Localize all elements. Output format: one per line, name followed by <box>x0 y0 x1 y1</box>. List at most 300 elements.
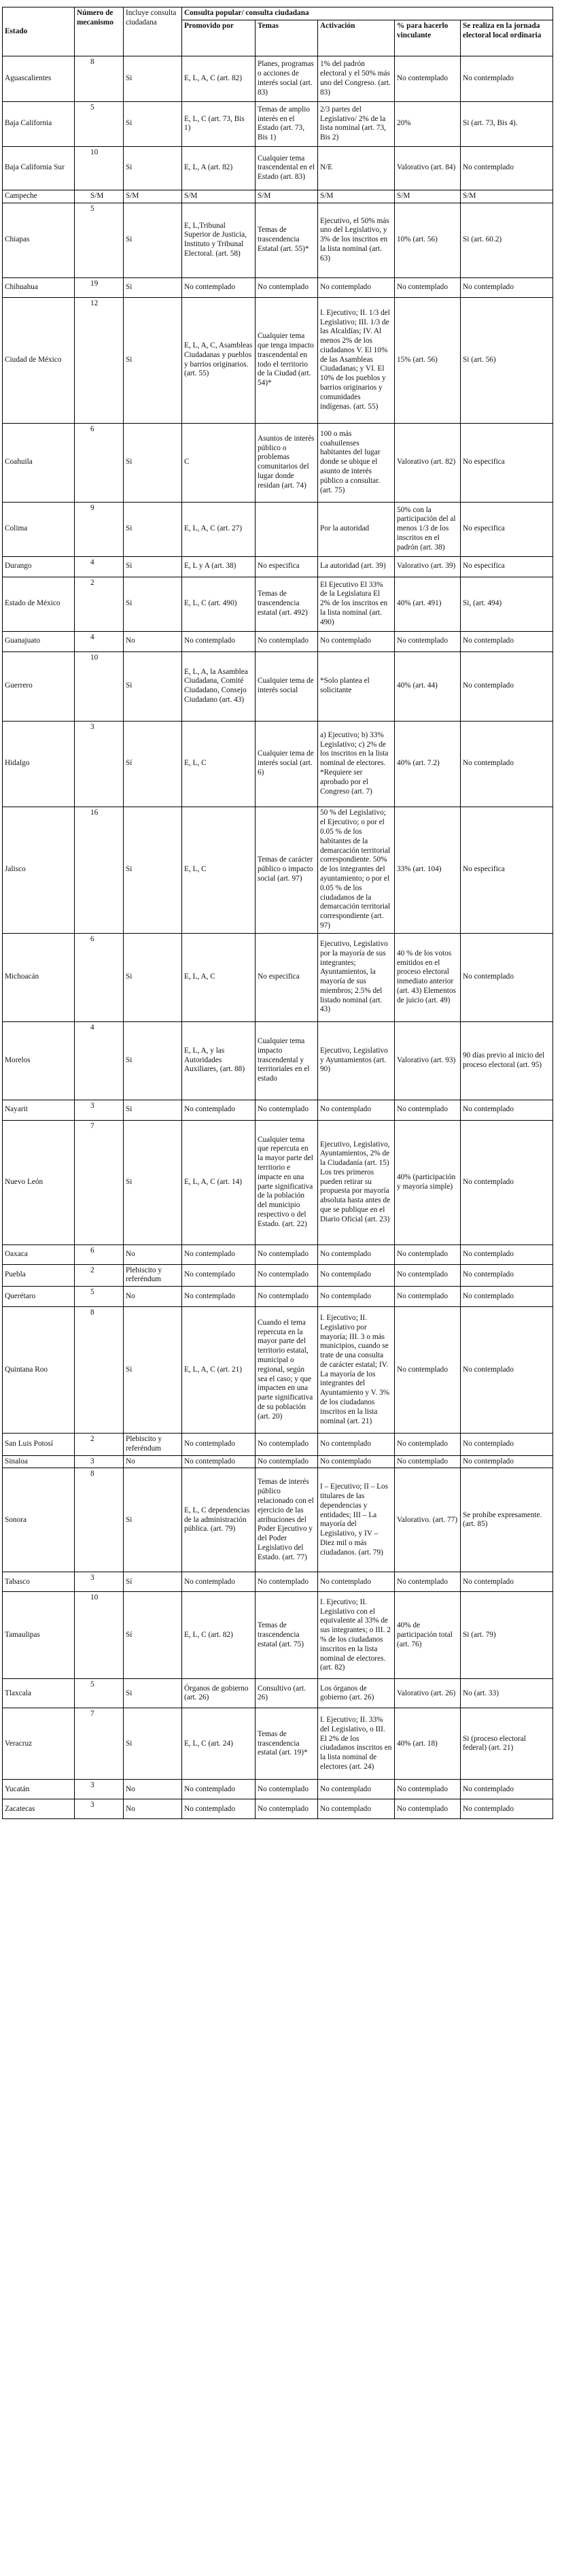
cell-temas: No contemplado <box>256 631 318 651</box>
table-row <box>3 721 553 807</box>
cell-temas: Planes, programas o acciones de interés social (art. 83) <box>256 56 318 101</box>
cell-temas: Cualquier tema que repercuta en la mayor parte del territorio e impacte en una parte significativa de la población del municipio respectivo o del Estado. (art. 22) <box>256 1120 318 1244</box>
cell-numero-value: 3 <box>90 1574 94 1582</box>
table-row <box>3 1100 553 1120</box>
header-numero: Número de mecanismo <box>75 7 124 56</box>
cell-estado: Guerrero <box>3 651 75 721</box>
cell-porcentaje: 15% (art. 56) <box>395 297 461 423</box>
cell-numero-value: 10 <box>90 653 99 662</box>
cell-numero-value: 8 <box>90 1308 94 1317</box>
cell-numero-value: 12 <box>90 299 99 307</box>
cell-activacion: El Ejecutivo El 33% de la Legislatura El 2% de los inscritos en la lista nominal (art. 490) <box>318 577 395 631</box>
cell-promovido: E, L, A, la Asamblea Ciudadana, Comité Ciudadano, Consejo Ciudadano (art. 43) <box>182 651 256 721</box>
cell-porcentaje: 40 % de los votos emitidos en el proceso electoral inmediato anterior (art. 43) Elementos de juicio (art. 49) <box>395 933 461 1021</box>
cell-activacion: S/M <box>318 190 395 203</box>
cell-jornada: No contemplado <box>461 1244 553 1264</box>
cell-incluye: Si <box>124 933 182 1021</box>
cell-activacion: No contemplado <box>318 1100 395 1120</box>
cell-numero <box>75 1780 124 1799</box>
cell-jornada: Si (art. 56) <box>461 297 553 423</box>
cell-estado: Sinaloa <box>3 1455 75 1468</box>
cell-numero <box>75 1100 124 1120</box>
cell-numero-value: 4 <box>90 558 94 566</box>
table-row <box>3 1120 553 1244</box>
cell-activacion: No contemplado <box>318 1572 395 1592</box>
cell-incluye: Si <box>124 1100 182 1120</box>
cell-porcentaje: 10% (art. 56) <box>395 203 461 277</box>
cell-temas: No contemplado <box>256 1264 318 1287</box>
cell-promovido: No contemplado <box>182 1799 256 1819</box>
cell-temas: Temas de interés público relacionado con el ejercicio de las atribuciones del Poder Ejecutivo y del Poder Legislativo del Estado. (art. 77) <box>256 1468 318 1572</box>
cell-temas: Temas de trascendencia estatal (art. 492) <box>256 577 318 631</box>
cell-numero <box>75 1021 124 1100</box>
cell-jornada: No especifica <box>461 423 553 502</box>
cell-estado: Durango <box>3 556 75 577</box>
cell-jornada: Se prohíbe expresamente. (art. 85) <box>461 1468 553 1572</box>
cell-incluye: Si <box>124 807 182 933</box>
cell-jornada: No contemplado <box>461 277 553 297</box>
cell-estado: Puebla <box>3 1264 75 1287</box>
table-row <box>3 101 553 146</box>
cell-activacion: Por la autoridad <box>318 502 395 556</box>
cell-promovido: C <box>182 423 256 502</box>
header-row-top <box>3 7 553 20</box>
cell-estado: Michoacán <box>3 933 75 1021</box>
cell-estado: Nuevo León <box>3 1120 75 1244</box>
cell-activacion: I. Ejecutivo; II. Legislativo por mayoría; III. 3 o más municipios, cuando se trate de una consulta de carácter estatal; IV. La mayoría de los integrantes del Ayuntamiento y V. 3% de los ciudadanos inscritos en la lista nominal (art. 21) <box>318 1307 395 1434</box>
cell-activacion: Ejecutivo, Legislativo, Ayuntamientos, 2% de la Ciudadanía (art. 15) Los tres primeros pueden retirar su propuesta por mayoría absoluta hasta antes de que se publique en el Diario Oficial (art. 23) <box>318 1120 395 1244</box>
table-row <box>3 1780 553 1799</box>
cell-promovido: E, L, A, C, Asambleas Ciudadanas y pueblos y barrios originarios. (art. 55) <box>182 297 256 423</box>
cell-estado: Chihuahua <box>3 277 75 297</box>
cell-temas: Cualquier tema trascendental en el Estado (art. 83) <box>256 146 318 190</box>
table-row <box>3 807 553 933</box>
cell-porcentaje: No contemplado <box>395 1455 461 1468</box>
cell-numero-value: 7 <box>90 1710 94 1718</box>
cell-temas: Cualquier tema de interés social (art. 6) <box>256 721 318 807</box>
cell-numero <box>75 933 124 1021</box>
cell-jornada: No (art. 33) <box>461 1679 553 1708</box>
cell-promovido: No contemplado <box>182 1100 256 1120</box>
cell-numero-value: 2 <box>90 1435 94 1444</box>
cell-numero <box>75 1468 124 1572</box>
cell-numero <box>75 651 124 721</box>
cell-porcentaje: Valorativo. (art. 77) <box>395 1468 461 1572</box>
consulta-popular-table <box>2 7 553 1819</box>
cell-estado: Tabasco <box>3 1572 75 1592</box>
cell-incluye: Si <box>124 1468 182 1572</box>
cell-porcentaje: 40% (art. 18) <box>395 1708 461 1780</box>
cell-porcentaje: Valorativo (art. 93) <box>395 1021 461 1100</box>
cell-incluye: No <box>124 1799 182 1819</box>
cell-numero-value: 6 <box>90 1246 94 1255</box>
cell-incluye: Si <box>124 1120 182 1244</box>
cell-promovido: E, L, C (art. 73, Bis 1) <box>182 101 256 146</box>
cell-estado: Quintana Roo <box>3 1307 75 1434</box>
cell-estado: Oaxaca <box>3 1244 75 1264</box>
cell-jornada: No contemplado <box>461 631 553 651</box>
cell-numero-value: 3 <box>90 1101 94 1110</box>
cell-porcentaje: No contemplado <box>395 1307 461 1434</box>
cell-numero <box>75 1592 124 1679</box>
cell-activacion: La autoridad (art. 39) <box>318 556 395 577</box>
header-activacion: Activación <box>318 20 395 56</box>
cell-temas: No contemplado <box>256 1455 318 1468</box>
cell-estado: Zacatecas <box>3 1799 75 1819</box>
cell-porcentaje: Valorativo (art. 26) <box>395 1679 461 1708</box>
table-row <box>3 1307 553 1434</box>
cell-numero <box>75 203 124 277</box>
table-row <box>3 651 553 721</box>
cell-porcentaje: No contemplado <box>395 631 461 651</box>
cell-numero <box>75 423 124 502</box>
cell-jornada: No contemplado <box>461 651 553 721</box>
header-temas: Temas <box>256 20 318 56</box>
cell-porcentaje: No contemplado <box>395 1100 461 1120</box>
cell-porcentaje: 40% de participación total (art. 76) <box>395 1592 461 1679</box>
cell-estado: Chiapas <box>3 203 75 277</box>
cell-numero <box>75 1264 124 1287</box>
cell-incluye: No <box>124 1455 182 1468</box>
cell-activacion: No contemplado <box>318 1780 395 1799</box>
cell-temas: S/M <box>256 190 318 203</box>
cell-jornada: No contemplado <box>461 146 553 190</box>
cell-numero <box>75 1287 124 1307</box>
cell-numero-value: S/M <box>90 191 104 200</box>
cell-numero-value: 5 <box>90 204 94 213</box>
cell-porcentaje: 20% <box>395 101 461 146</box>
cell-temas: Temas de amplio interés en el Estado (art. 73, Bis 1) <box>256 101 318 146</box>
cell-temas: No contemplado <box>256 1572 318 1592</box>
header-estado: Estado <box>3 7 75 56</box>
cell-jornada: No contemplado <box>461 1780 553 1799</box>
table-row <box>3 1592 553 1679</box>
cell-estado: Guanajuato <box>3 631 75 651</box>
cell-promovido: Órganos de gobierno (art. 26) <box>182 1679 256 1708</box>
table-row <box>3 1455 553 1468</box>
cell-jornada: No contemplado <box>461 1100 553 1120</box>
cell-porcentaje: No contemplado <box>395 1287 461 1307</box>
table-row <box>3 146 553 190</box>
cell-porcentaje: Valorativo (art. 39) <box>395 556 461 577</box>
cell-activacion: Ejecutivo, el 50% más uno del Legislativo, y 3% de los inscritos en la lista nominal (art. 63) <box>318 203 395 277</box>
cell-numero <box>75 101 124 146</box>
header-promovido: Promovido por <box>182 20 256 56</box>
table-row <box>3 1572 553 1592</box>
cell-estado: San Luis Potosí <box>3 1434 75 1456</box>
cell-promovido: E, L, C <box>182 807 256 933</box>
cell-activacion: Ejecutivo, Legislativo y Ayuntamientos (art. 90) <box>318 1021 395 1100</box>
cell-estado: Baja California <box>3 101 75 146</box>
table-body <box>3 56 553 1819</box>
cell-numero <box>75 721 124 807</box>
cell-activacion: 50 % del Legislativo; el Ejecutivo; o por el 0.05 % de los habitantes de la demarcación territorial correspondiente. 50% de los integrantes del ayuntamiento; o por el 0.05 % de los ciudadanos de la demarcación territorial correspondiente (art. 97) <box>318 807 395 933</box>
cell-numero-value: 16 <box>90 808 99 817</box>
cell-incluye: S/M <box>124 190 182 203</box>
cell-porcentaje: Valorativo (art. 84) <box>395 146 461 190</box>
cell-temas: No contemplado <box>256 1799 318 1819</box>
cell-jornada: No contemplado <box>461 721 553 807</box>
header-porcentaje: % para hacerlo vinculante <box>395 20 461 56</box>
header-incluye: Incluye consulta ciudadana <box>124 7 182 56</box>
cell-porcentaje: 40% (art. 7.2) <box>395 721 461 807</box>
cell-numero <box>75 502 124 556</box>
cell-activacion: I – Ejecutivo; II – Los titulares de las dependencias y entidades; III – La mayoría del Legislativo, y IV – Diez mil o más ciudadanos. (art. 79) <box>318 1468 395 1572</box>
cell-porcentaje: No contemplado <box>395 56 461 101</box>
cell-numero-value: 8 <box>90 1470 94 1478</box>
cell-jornada: S/M <box>461 190 553 203</box>
cell-porcentaje: No contemplado <box>395 277 461 297</box>
cell-activacion: I. Ejecutivo; II. 33% del Legislativo, o III. El 2% de los ciudadanos inscritos en la lista nominal de electores (art. 24) <box>318 1708 395 1780</box>
cell-porcentaje: 33% (art. 104) <box>395 807 461 933</box>
cell-promovido: No contemplado <box>182 1780 256 1799</box>
cell-promovido: No contemplado <box>182 1455 256 1468</box>
cell-numero-value: 7 <box>90 1121 94 1130</box>
cell-numero-value: 3 <box>90 1781 94 1790</box>
cell-numero-value: 5 <box>90 1288 94 1297</box>
cell-numero-value: 2 <box>90 1266 94 1274</box>
cell-promovido: E, L, C (art. 490) <box>182 577 256 631</box>
cell-porcentaje: No contemplado <box>395 1264 461 1287</box>
cell-promovido: No contemplado <box>182 277 256 297</box>
cell-incluye: Si <box>124 297 182 423</box>
cell-temas: Cualquier tema impacto trascendental y territoriales en el estado <box>256 1021 318 1100</box>
cell-jornada: Si (art. 60.2) <box>461 203 553 277</box>
cell-incluye: No <box>124 1780 182 1799</box>
cell-numero <box>75 556 124 577</box>
cell-temas: Consultivo (art. 26) <box>256 1679 318 1708</box>
cell-incluye: Sí <box>124 721 182 807</box>
cell-activacion: I. Ejecutivo; II. 1/3 del Legislativo; III. 1/3 de las Alcaldías; IV. Al menos 2% de los ciudadanos V. El 10% de las Asambleas Ciudadanas; y VI. El 10% de los pueblos y barrios originarios y comunidades indígenas. (art. 55) <box>318 297 395 423</box>
cell-jornada: No contemplado <box>461 1572 553 1592</box>
cell-porcentaje: 50% con la participación del al menos 1/3 de los inscritos en el padrón (art. 38) <box>395 502 461 556</box>
cell-estado: Colima <box>3 502 75 556</box>
cell-numero <box>75 631 124 651</box>
cell-numero <box>75 807 124 933</box>
cell-temas: Temas de trascendencia Estatal (art. 55)* <box>256 203 318 277</box>
cell-numero-value: 5 <box>90 103 94 112</box>
cell-estado: Veracruz <box>3 1708 75 1780</box>
cell-incluye: Plebiscito y referéndum <box>124 1264 182 1287</box>
cell-jornada: No especifica <box>461 556 553 577</box>
cell-numero-value: 3 <box>90 1457 94 1465</box>
cell-jornada: No especifica <box>461 502 553 556</box>
cell-promovido: E, L, C dependencias de la administración pública. (art. 79) <box>182 1468 256 1572</box>
cell-incluye: Si <box>124 146 182 190</box>
table-row <box>3 1264 553 1287</box>
cell-incluye: No <box>124 1244 182 1264</box>
cell-estado: Baja California Sur <box>3 146 75 190</box>
table-row <box>3 1468 553 1572</box>
table-row <box>3 423 553 502</box>
cell-estado: Sonora <box>3 1468 75 1572</box>
cell-numero <box>75 1455 124 1468</box>
cell-temas: No especifica <box>256 933 318 1021</box>
cell-numero <box>75 1708 124 1780</box>
cell-numero <box>75 190 124 203</box>
cell-porcentaje: No contemplado <box>395 1780 461 1799</box>
cell-porcentaje: Valorativo (art. 82) <box>395 423 461 502</box>
cell-activacion: 100 o más coahuilenses habitantes del lugar donde se ubique el asunto de interés público a consultar. (art. 75) <box>318 423 395 502</box>
cell-activacion: No contemplado <box>318 631 395 651</box>
cell-promovido: No contemplado <box>182 631 256 651</box>
cell-activacion: No contemplado <box>318 1287 395 1307</box>
cell-activacion: 2/3 partes del Legislativo/ 2% de la lista nominal (art. 73, Bis 2) <box>318 101 395 146</box>
cell-numero-value: 19 <box>90 279 99 288</box>
cell-incluye: Si <box>124 1708 182 1780</box>
table-row <box>3 502 553 556</box>
cell-porcentaje: 40% (art. 491) <box>395 577 461 631</box>
cell-temas: No contemplado <box>256 1100 318 1120</box>
cell-promovido: E, L, A, y las Autoridades Auxiliares, (art. 88) <box>182 1021 256 1100</box>
cell-jornada: No contemplado <box>461 933 553 1021</box>
table-row <box>3 190 553 203</box>
cell-promovido: E, L, C (art. 82) <box>182 1592 256 1679</box>
cell-numero <box>75 146 124 190</box>
cell-numero <box>75 1244 124 1264</box>
cell-numero-value: 2 <box>90 578 94 587</box>
cell-promovido: E, L, C <box>182 721 256 807</box>
cell-estado: Aguascalientes <box>3 56 75 101</box>
cell-activacion: No contemplado <box>318 1799 395 1819</box>
cell-numero <box>75 277 124 297</box>
cell-incluye: Si <box>124 651 182 721</box>
cell-porcentaje: S/M <box>395 190 461 203</box>
table-row <box>3 1708 553 1780</box>
cell-incluye: Si <box>124 502 182 556</box>
cell-activacion: No contemplado <box>318 1455 395 1468</box>
cell-jornada: No contemplado <box>461 1799 553 1819</box>
cell-numero-value: 10 <box>90 148 99 156</box>
cell-activacion: *Solo plantea el solicitante <box>318 651 395 721</box>
cell-promovido: No contemplado <box>182 1287 256 1307</box>
cell-promovido: E, L, A, C (art. 21) <box>182 1307 256 1434</box>
cell-activacion: N/E <box>318 146 395 190</box>
cell-activacion: 1% del padrón electoral y el 50% más uno del Congreso. (art. 83) <box>318 56 395 101</box>
cell-estado: Hidalgo <box>3 721 75 807</box>
cell-numero-value: 4 <box>90 1023 94 1032</box>
cell-porcentaje: 40% (participación y mayoría simple) <box>395 1120 461 1244</box>
table-row <box>3 577 553 631</box>
cell-porcentaje: No contemplado <box>395 1799 461 1819</box>
cell-temas: No contemplado <box>256 1244 318 1264</box>
cell-activacion: I. Ejecutivo; II. Legislativo con el equivalente al 33% de sus integrantes; o III. 2 % de los ciudadanos inscritos en la lista nominal de electores. (art. 82) <box>318 1592 395 1679</box>
cell-numero-value: 8 <box>90 57 94 66</box>
table-row <box>3 631 553 651</box>
cell-numero <box>75 577 124 631</box>
table-row <box>3 556 553 577</box>
cell-estado: Tlaxcala <box>3 1679 75 1708</box>
cell-jornada: No especifica <box>461 807 553 933</box>
cell-temas: Temas de trascendencia estatal (art. 75) <box>256 1592 318 1679</box>
cell-promovido: E, L, A, C <box>182 933 256 1021</box>
cell-activacion: No contemplado <box>318 277 395 297</box>
cell-estado: Morelos <box>3 1021 75 1100</box>
cell-promovido: E, L, A (art. 82) <box>182 146 256 190</box>
table-row <box>3 933 553 1021</box>
cell-jornada: Si (proceso electoral federal) (art. 21) <box>461 1708 553 1780</box>
cell-porcentaje: No contemplado <box>395 1434 461 1456</box>
cell-temas: Asuntos de interés público o problemas comunitarios del lugar donde residan (art. 74) <box>256 423 318 502</box>
cell-promovido: No contemplado <box>182 1244 256 1264</box>
cell-promovido: E, L, A, C (art. 27) <box>182 502 256 556</box>
table-row <box>3 1434 553 1456</box>
cell-temas: Cualquier tema de interés social <box>256 651 318 721</box>
cell-temas: No contemplado <box>256 1780 318 1799</box>
cell-incluye: Si <box>124 1679 182 1708</box>
cell-promovido: S/M <box>182 190 256 203</box>
cell-incluye: Si <box>124 101 182 146</box>
table-row <box>3 1287 553 1307</box>
cell-estado: Coahuila <box>3 423 75 502</box>
table-row <box>3 1799 553 1819</box>
cell-activacion: Ejecutivo, Legislativo por la mayoría de sus integrantes; Ayuntamientos, la mayoría de sus miembros; 2.5% del listado nominal (art. 43) <box>318 933 395 1021</box>
cell-promovido: E, L, A, C (art. 14) <box>182 1120 256 1244</box>
cell-incluye: Si <box>124 1021 182 1100</box>
cell-temas: No contemplado <box>256 1287 318 1307</box>
cell-estado: Ciudad de México <box>3 297 75 423</box>
cell-numero <box>75 1120 124 1244</box>
cell-incluye: Si <box>124 203 182 277</box>
cell-jornada: No contemplado <box>461 1434 553 1456</box>
cell-incluye: Si <box>124 423 182 502</box>
cell-promovido: E, L, C (art. 24) <box>182 1708 256 1780</box>
cell-promovido: No contemplado <box>182 1572 256 1592</box>
cell-incluye: Sí <box>124 1592 182 1679</box>
cell-incluye: Si <box>124 277 182 297</box>
cell-incluye: Si <box>124 577 182 631</box>
cell-incluye: Si <box>124 56 182 101</box>
cell-activacion: a) Ejecutivo; b) 33% Legislativo; c) 2% de los inscritos en la lista nominal de electores. *Requiere ser aprobado por el Congreso (art. 7) <box>318 721 395 807</box>
cell-jornada: No contemplado <box>461 56 553 101</box>
cell-estado: Jalisco <box>3 807 75 933</box>
cell-numero-value: 3 <box>90 722 94 731</box>
table-row <box>3 1021 553 1100</box>
cell-jornada: No contemplado <box>461 1287 553 1307</box>
cell-incluye: Si <box>124 556 182 577</box>
cell-numero-value: 5 <box>90 1680 94 1689</box>
cell-incluye: Si <box>124 1307 182 1434</box>
table-row <box>3 297 553 423</box>
cell-numero-value: 6 <box>90 424 94 433</box>
cell-incluye: No <box>124 631 182 651</box>
cell-estado: Estado de México <box>3 577 75 631</box>
cell-activacion: No contemplado <box>318 1434 395 1456</box>
cell-activacion: No contemplado <box>318 1244 395 1264</box>
cell-estado: Yucatán <box>3 1780 75 1799</box>
cell-jornada: No contemplado <box>461 1120 553 1244</box>
cell-jornada: No contemplado <box>461 1264 553 1287</box>
cell-temas: Temas de trascendencia estatal (art. 19)* <box>256 1708 318 1780</box>
cell-porcentaje: No contemplado <box>395 1572 461 1592</box>
cell-jornada: Si (art. 73, Bis 4). <box>461 101 553 146</box>
cell-porcentaje: No contemplado <box>395 1244 461 1264</box>
cell-jornada: No contemplado <box>461 1307 553 1434</box>
cell-incluye: Plebiscito y referéndum <box>124 1434 182 1456</box>
header-group: Consulta popular/ consulta ciudadana <box>182 7 553 20</box>
cell-numero-value: 9 <box>90 503 94 512</box>
cell-estado: Tamaulipas <box>3 1592 75 1679</box>
cell-porcentaje: 40% (art. 44) <box>395 651 461 721</box>
cell-numero <box>75 1799 124 1819</box>
cell-promovido: No contemplado <box>182 1434 256 1456</box>
cell-jornada: 90 días previo al inicio del proceso electoral (art. 95) <box>461 1021 553 1100</box>
cell-temas: No contemplado <box>256 277 318 297</box>
cell-numero <box>75 1434 124 1456</box>
cell-numero-value: 4 <box>90 632 94 641</box>
table-row <box>3 277 553 297</box>
table-row <box>3 203 553 277</box>
